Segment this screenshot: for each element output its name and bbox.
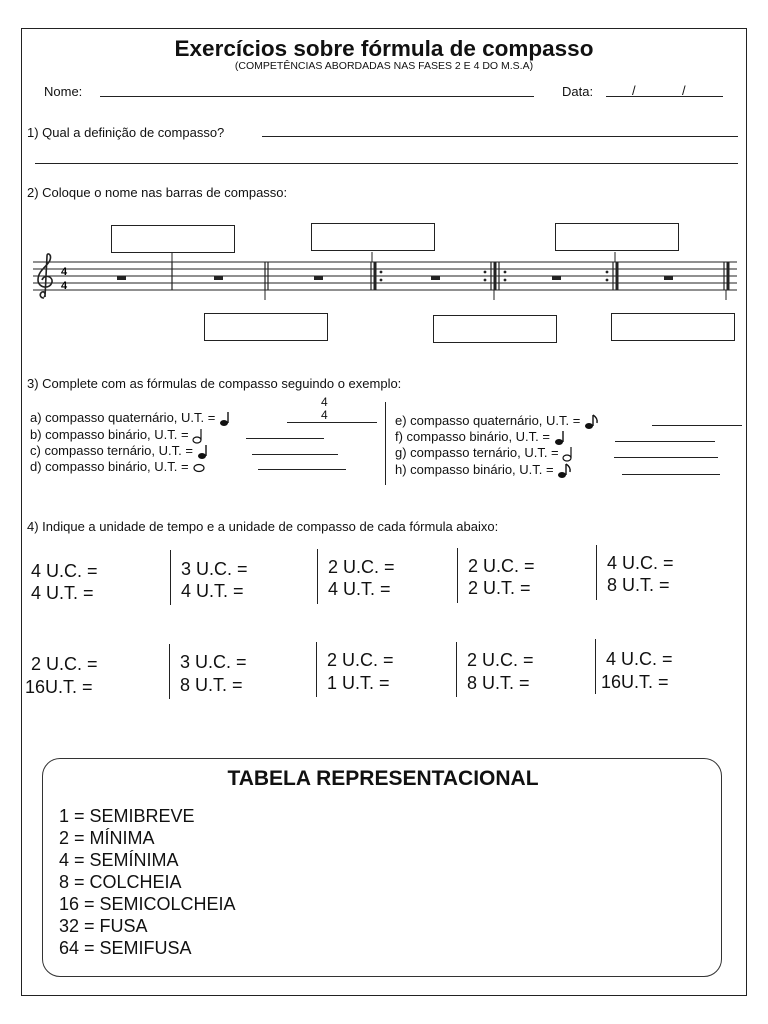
uc-label: 4 U.C. = [31,561,98,581]
table-list [59,805,236,959]
uc-label: 2 U.C. = [327,650,394,670]
page-title: Exercícios sobre fórmula de compasso [174,36,594,61]
eighth-note-icon [557,463,573,479]
column-divider [317,549,318,604]
ut-label: 8 U.T. = [607,575,670,595]
question-1: 1) Qual a definição de compasso? [27,125,225,140]
ut-label: 4 U.T. = [328,579,391,599]
rest-icon [214,276,223,280]
column-divider [169,644,170,699]
rest-icon [431,276,440,280]
item-c: c) compasso ternário, U.T. = [30,443,209,460]
column-divider [596,545,597,600]
rest-icon [117,276,126,280]
list-item: 16 = SEMICOLCHEIA [59,894,236,914]
ut-label: 8 U.T. = [467,673,530,693]
question-3: 3) Complete com as fórmulas de compasso seguindo o exemplo: [27,376,402,391]
list-item: 64 = SEMIFUSA [59,938,192,958]
answer-line[interactable] [35,163,738,164]
page-subtitle: (COMPETÊNCIAS ABORDADAS NAS FASES 2 E 4 DO M.S.A) [234,60,534,72]
reference-table [42,758,722,977]
quarter-note-icon [197,444,209,460]
item-a: a) compasso quaternário, U.T. = [30,410,231,427]
answer-line[interactable] [252,454,338,455]
item-f: f) compasso binário, U.T. = [395,429,566,446]
answer-line[interactable] [615,441,715,442]
question-2: 2) Coloque o nome nas barras de compasso: [27,185,288,200]
ut-label: 1 U.T. = [327,673,390,693]
answer-box[interactable] [555,223,679,251]
column-divider [316,642,317,697]
item-e: e) compasso quaternário, U.T. = [395,413,600,430]
uc-label: 4 U.C. = [606,649,673,669]
uc-label: 2 U.C. = [31,654,98,674]
whole-note-icon [192,462,206,474]
question-4: 4) Indique a unidade de tempo e a unidade de compasso de cada fórmula abaixo: [27,519,499,534]
ut-label: 16U.T. = [601,672,669,692]
list-item: 1 = SEMIBREVE [59,806,195,826]
column-divider [456,642,457,697]
date-field[interactable] [606,96,723,97]
ut-label: 16U.T. = [25,677,93,697]
answer-line[interactable] [287,422,377,423]
example-time-signature: 4 4 [321,395,328,422]
name-label: Nome: [44,84,83,99]
answer-line[interactable] [262,136,738,137]
date-separator: / [682,83,686,98]
uc-label: 4 U.C. = [607,553,674,573]
ut-label: 8 U.T. = [180,675,243,695]
uc-label: 2 U.C. = [328,557,395,577]
music-staff [30,252,740,300]
uc-label: 3 U.C. = [181,559,248,579]
column-divider [595,639,596,694]
answer-box[interactable] [204,313,328,341]
answer-box[interactable] [311,223,435,251]
half-note-icon [192,428,204,444]
rest-icon [664,276,673,280]
time-signature-top: 4 [61,266,68,278]
uc-label: 3 U.C. = [180,652,247,672]
name-field[interactable] [100,96,534,97]
answer-box[interactable] [433,315,557,343]
table-title: TABELA REPRESENTACIONAL [227,767,539,790]
answer-line[interactable] [258,469,346,470]
date-separator: / [632,83,636,98]
uc-label: 2 U.C. = [468,556,535,576]
half-note-icon [562,446,574,462]
quarter-note-icon [219,411,231,427]
column-divider [170,550,171,605]
eighth-note-icon [584,414,600,430]
rest-icon [314,276,323,280]
quarter-note-icon [554,430,566,446]
rest-icon [552,276,561,280]
time-signature-bottom: 4 [61,280,68,292]
answer-line[interactable] [622,474,720,475]
ut-label: 4 U.T. = [181,581,244,601]
item-h: h) compasso binário, U.T. = [395,462,573,479]
answer-line[interactable] [614,457,718,458]
ut-label: 2 U.T. = [468,578,531,598]
answer-line[interactable] [652,425,742,426]
answer-box[interactable] [111,225,235,253]
uc-label: 2 U.C. = [467,650,534,670]
list-item: 8 = COLCHEIA [59,872,182,892]
list-item: 2 = MÍNIMA [59,828,155,848]
item-b: b) compasso binário, U.T. = [30,427,204,444]
date-label: Data: [562,84,594,99]
list-item: 32 = FUSA [59,916,148,936]
answer-box[interactable] [611,313,735,341]
column-divider [385,402,386,485]
item-g: g) compasso ternário, U.T. = [395,445,574,462]
item-d: d) compasso binário, U.T. = [30,459,206,474]
ut-label: 4 U.T. = [31,583,94,603]
column-divider [457,548,458,603]
list-item: 4 = SEMÍNIMA [59,850,179,870]
answer-line[interactable] [246,438,324,439]
